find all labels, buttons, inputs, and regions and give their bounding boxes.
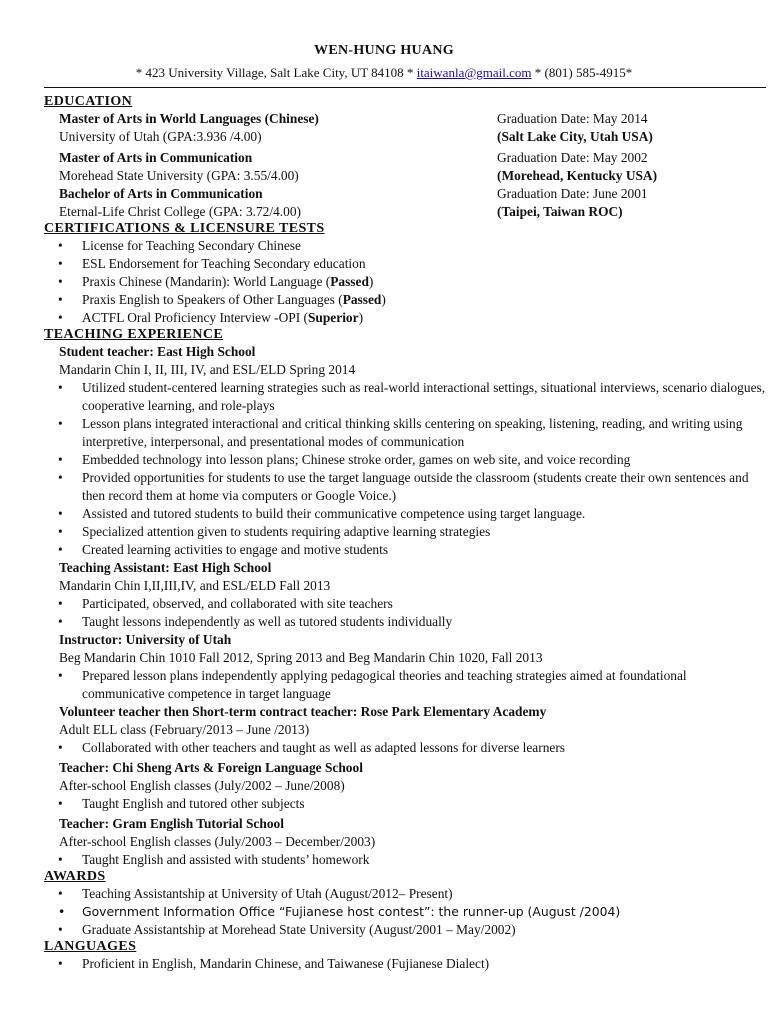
list-item: • Taught English and assisted with students’ homework (44, 851, 766, 869)
job-title: Volunteer teacher then Short-term contract teacher: Rose Park Elementary Academy (59, 704, 547, 719)
job-entry (44, 559, 766, 631)
certifications-heading: CERTIFICATIONS & LICENSURE TESTS (44, 221, 325, 236)
address-text: * 423 University Village, Salt Lake City, UT 84108 * (135, 65, 417, 80)
teaching-heading: TEACHING EXPERIENCE (44, 327, 224, 342)
list-item: • Government Information Office “Fujianese host contest”: the runner-up (August /2004) (44, 903, 766, 921)
education-row (44, 110, 766, 128)
job-entry (44, 759, 766, 813)
school-location: (Salt Lake City, Utah USA) (497, 129, 653, 144)
job-subtitle: Beg Mandarin Chin 1010 Fall 2012, Spring 2013 and Beg Mandarin Chin 1020, Fall 2013 (59, 650, 543, 665)
job-title: Student teacher: East High School (59, 344, 256, 359)
list-item: • Taught English and tutored other subjects (44, 795, 766, 813)
job-bullets (44, 739, 766, 757)
resume-name: WEN-HUNG HUANG (314, 43, 454, 58)
list-item: • Lesson plans integrated interactional and critical thinking skills centering on speaking, listening, reading, and writing using interpretive, interpersonal, and presentational modes of communication (44, 415, 766, 451)
list-item: • Collaborated with other teachers and taught as well as adapted lessons for diverse learners (44, 739, 766, 757)
school-location: (Morehead, Kentucky USA) (497, 168, 658, 183)
graduation-date: Graduation Date: May 2002 (497, 150, 648, 165)
list-item: • License for Teaching Secondary Chinese (44, 237, 766, 255)
education-row (44, 149, 766, 167)
list-item: • Provided opportunities for students to use the target language outside the classroom (students create their own sentences and then record them at home via computers or Google Voice.) (44, 469, 766, 505)
job-title: Teacher: Gram English Tutorial School (59, 816, 284, 831)
list-item: • ACTFL Oral Proficiency Interview -OPI (Superior) (44, 309, 766, 327)
school-location: (Taipei, Taiwan ROC) (497, 204, 623, 219)
list-item: • Taught lessons independently as well as tutored students individually (44, 613, 766, 631)
school-name: Morehead State University (GPA: 3.55/4.00) (59, 168, 299, 183)
job-subtitle: Adult ELL class (February/2013 – June /2013) (59, 722, 310, 737)
job-title: Teaching Assistant: East High School (59, 560, 272, 575)
list-item: • Proficient in English, Mandarin Chinese, and Taiwanese (Fujianese Dialect) (44, 955, 766, 973)
header-divider (44, 87, 766, 88)
email-link[interactable]: itaiwanla@gmail.com (416, 65, 532, 80)
list-item: • Specialized attention given to students requiring adaptive learning strategies (44, 523, 766, 541)
job-bullets (44, 595, 766, 631)
list-item: • Praxis Chinese (Mandarin): World Language (Passed) (44, 273, 766, 291)
resume-body (44, 94, 766, 973)
job-title: Instructor: University of Utah (59, 632, 232, 647)
list-item: • Prepared lesson plans independently applying pedagogical theories and teaching strategies aimed at foundational communicative competence in target language (44, 667, 766, 703)
list-item: • Utilized student-centered learning strategies such as real-world interactional settings, situational interviews, scenario dialogues, cooperative learning, and role-plays (44, 379, 766, 415)
job-bullets (44, 379, 766, 559)
education-heading: EDUCATION (44, 94, 133, 109)
awards-list (44, 885, 766, 939)
job-bullets (44, 851, 766, 869)
languages-heading: LANGUAGES (44, 939, 137, 954)
list-item: • Embedded technology into lesson plans; Chinese stroke order, games on web site, and voice recording (44, 451, 766, 469)
job-bullets (44, 795, 766, 813)
list-item: • Created learning activities to engage and motive students (44, 541, 766, 559)
degree-title: Bachelor of Arts in Communication (59, 186, 263, 201)
education-row (44, 203, 766, 221)
job-entry (44, 343, 766, 559)
degree-title: Master of Arts in Communication (59, 150, 253, 165)
awards-heading: AWARDS (44, 869, 106, 884)
degree-title: Master of Arts in World Languages (Chinese) (59, 111, 319, 126)
job-title: Teacher: Chi Sheng Arts & Foreign Language School (59, 760, 363, 775)
phone-text: * (801) 585-4915* (531, 65, 633, 80)
contact-line (0, 64, 768, 82)
education-row (44, 167, 766, 185)
school-name: University of Utah (GPA:3.936 /4.00) (59, 129, 262, 144)
job-subtitle: Mandarin Chin I,II,III,IV, and ESL/ELD Fall 2013 (59, 578, 331, 593)
graduation-date: Graduation Date: June 2001 (497, 186, 648, 201)
job-bullets (44, 667, 766, 703)
education-section (44, 110, 766, 221)
list-item: • Assisted and tutored students to build their communicative competence using target language. (44, 505, 766, 523)
list-item: • Graduate Assistantship at Morehead State University (August/2001 – May/2002) (44, 921, 766, 939)
graduation-date: Graduation Date: May 2014 (497, 111, 648, 126)
job-subtitle: Mandarin Chin I, II, III, IV, and ESL/ELD Spring 2014 (59, 362, 356, 377)
list-item: • ESL Endorsement for Teaching Secondary education (44, 255, 766, 273)
languages-list (44, 955, 766, 973)
school-name: Eternal-Life Christ College (GPA: 3.72/4.00) (59, 204, 301, 219)
education-row (44, 128, 766, 146)
job-entry (44, 631, 766, 703)
job-entry (44, 703, 766, 757)
job-subtitle: After-school English classes (July/2002 – June/2008) (59, 778, 345, 793)
list-item: • Participated, observed, and collaborated with site teachers (44, 595, 766, 613)
job-entry (44, 815, 766, 869)
education-row (44, 185, 766, 203)
job-subtitle: After-school English classes (July/2003 – December/2003) (59, 834, 376, 849)
list-item: • Teaching Assistantship at University of Utah (August/2012– Present) (44, 885, 766, 903)
list-item: • Praxis English to Speakers of Other Languages (Passed) (44, 291, 766, 309)
certifications-list (44, 237, 766, 327)
